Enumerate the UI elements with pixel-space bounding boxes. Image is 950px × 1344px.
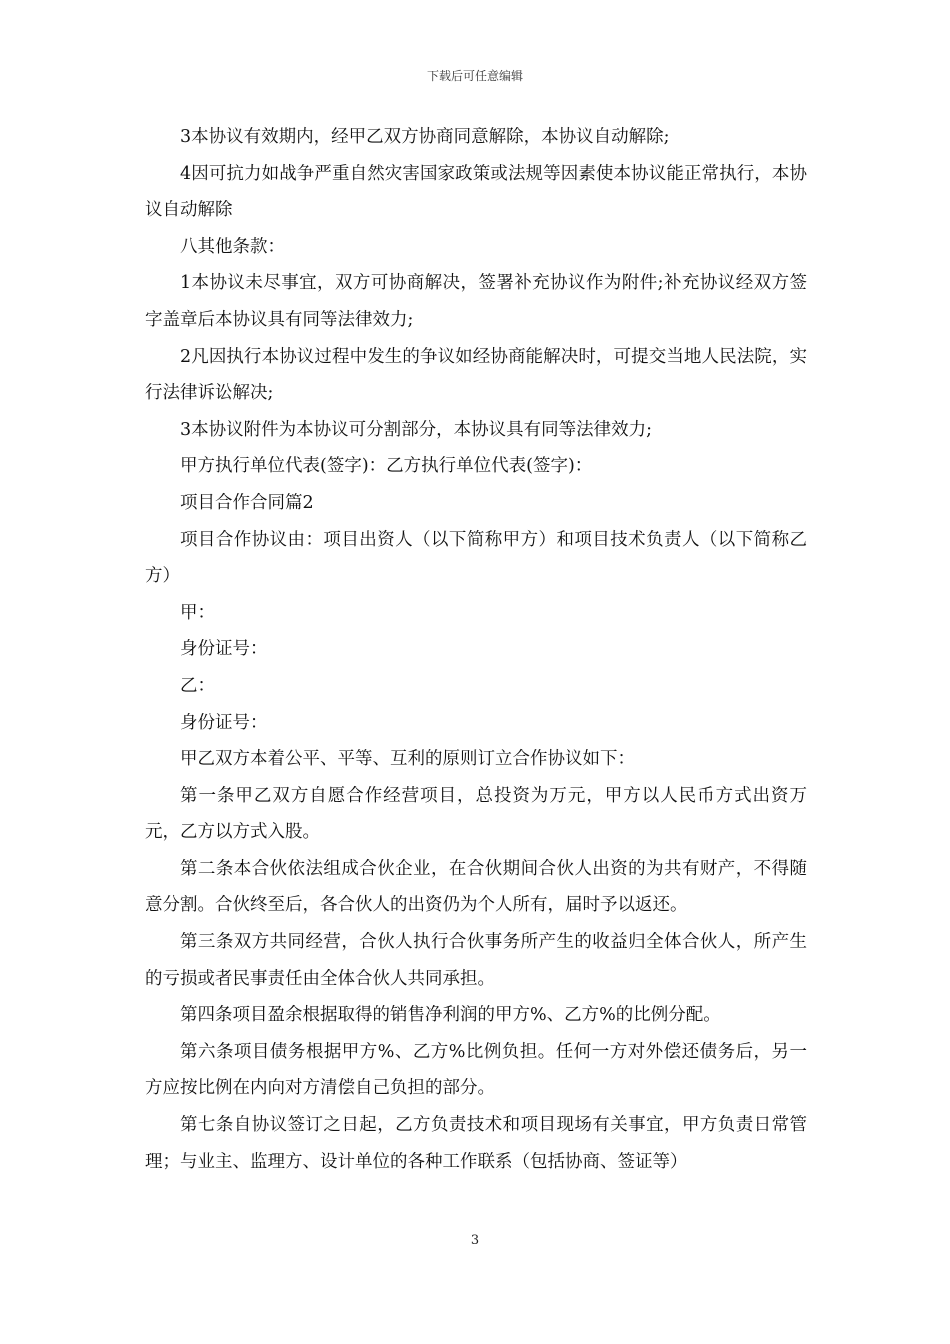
field-label: 甲： — [180, 602, 215, 623]
signature-line: 甲方执行单位代表(签字)：乙方执行单位代表(签字)： — [180, 456, 593, 477]
paragraph: 3本协议有效期内，经甲乙双方协商同意解除，本协议自动解除; — [180, 127, 670, 147]
paragraph: 1本协议未尽事宜，双方可协商解决，签署补充协议作为附件;补充协议经双方签字盖章后本协议具有同等法律效力; — [145, 273, 807, 330]
clause: 第二条本合伙依法组成合伙企业，在合伙期间合伙人出资的为共有财产，不得随意分割。合伙终至后，各合伙人的出资仍为个人所有，届时予以返还。 — [145, 858, 807, 916]
clause: 第四条项目盈余根据取得的销售净利润的甲方%、乙方%的比例分配。 — [180, 1005, 721, 1026]
paragraph: 2凡因执行本协议过程中发生的争议如经协商能解决时，可提交当地人民法院，实行法律诉讼解决; — [145, 346, 807, 404]
clause: 第六条项目债务根据甲方%、乙方%比例负担。任何一方对外偿还债务后，另一方应按比例在内向对方清偿自己负担的部分。 — [145, 1041, 807, 1099]
clause: 第三条双方共同经营，合伙人执行合伙事务所产生的收益归全体合伙人，所产生的亏损或者民事责任由全体合伙人共同承担。 — [145, 932, 807, 989]
field-label: 身份证号： — [180, 712, 268, 733]
paragraph: 项目合作协议由：项目出资人（以下简称甲方）和项目技术负责人（以下简称乙方） — [145, 529, 807, 587]
paragraph: 4因可抗力如战争严重自然灾害国家政策或法规等因素使本协议能正常执行，本协议自动解除 — [145, 163, 807, 221]
clause: 第一条甲乙双方自愿合作经营项目，总投资为万元，甲方以人民币方式出资万元，乙方以方式入股。 — [145, 785, 807, 843]
page-number: 3 — [470, 1233, 480, 1248]
field-label: 身份证号： — [180, 639, 268, 660]
document-body — [145, 119, 807, 1180]
paragraph: 3本协议附件为本协议可分割部分，本协议具有同等法律效力; — [180, 419, 653, 440]
section-heading: 项目合作合同篇2 — [180, 492, 314, 513]
page-header: 下载后可任意编辑 — [426, 69, 523, 83]
clause: 第七条自协议签订之日起，乙方负责技术和项目现场有关事宜，甲方负责日常管理；与业主、监理方、设计单位的各种工作联系（包括协商、签证等） — [145, 1115, 807, 1172]
paragraph: 甲乙双方本着公平、平等、互利的原则订立合作协议如下： — [180, 749, 635, 770]
field-label: 乙： — [180, 675, 215, 696]
section-heading: 八其他条款： — [180, 236, 285, 257]
